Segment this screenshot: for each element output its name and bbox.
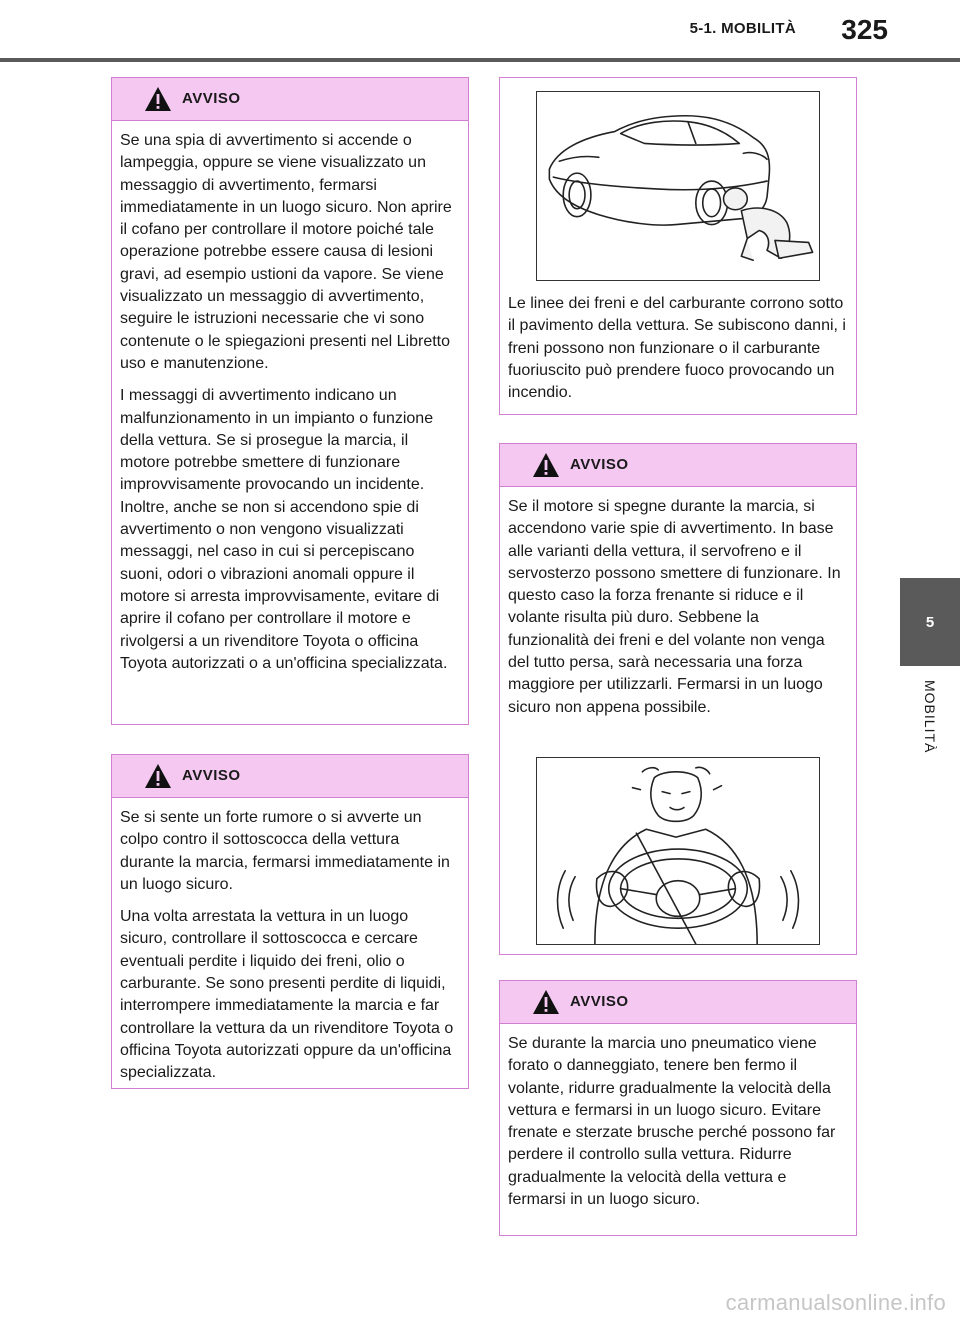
warning-triangle-icon — [532, 452, 560, 478]
warning-paragraph: Se il motore si spegne durante la marcia, si accendono varie spie di avvertimento. In base alle varianti della vettura, il servofreno e il servosterzo possono smettere di funzionare. In questo caso la forza frenante si riduce e il volante risulta più duro. Sebbene la funzionalità dei freni e del volante non venga del tutto persa, sarà necessaria una forza maggiore per utilizzarli. Fermarsi in un luogo sicuro non appena possibile. — [508, 498, 841, 716]
warning-title: AVVISO — [570, 993, 629, 1010]
chapter-number: 5 — [925, 613, 935, 631]
section-title: 5-1. MOBILITÀ — [689, 20, 796, 37]
warning-paragraph: Una volta arrestata la vettura in un luogo sicuro, controllare il sottoscocca e cercare eventuali perdite i liquido dei freni, olio o carburante. Se sono presenti perdite di liquidi, interrompere immediatamente la marcia e far controllare la vettura da un rivenditore Toyota o officina Toyota autorizzati oppure da un'officina specializzata. — [120, 908, 454, 1082]
warning-triangle-icon — [144, 86, 172, 112]
warning-paragraph: Se una spia di avvertimento si accende o lampeggia, oppure se viene visualizzato un messaggio di avvertimento, fermarsi immediatamente in un luogo sicuro. Non aprire il cofano per controllare il motore poiché tale operazione potrebbe essere causa di lesioni gravi, ad esempio ustioni da vapore. Se viene visualizzato un messaggio di avvertimento, seguire le istruzioni necessarie che vi sono contenute o le spiegazioni presenti nel Libretto uso e manutenzione. — [120, 132, 452, 372]
warning-box-4 — [499, 980, 857, 1236]
warning-body — [500, 1024, 856, 1211]
page-number: 325 — [841, 14, 888, 45]
warning-triangle-icon — [144, 763, 172, 789]
header-rule — [0, 58, 960, 62]
warning-title: AVVISO — [570, 456, 629, 473]
warning-box-1 — [111, 77, 469, 725]
illustration-caption: Le linee dei freni e del carburante corrono sotto il pavimento della vettura. Se subiscono danni, i freni possono non funzionare o il carburante fuoriuscito può prendere fuoco provocando un incendio. — [508, 295, 846, 402]
illustration-box-car — [499, 77, 857, 415]
warning-title: AVVISO — [182, 90, 241, 107]
warning-paragraph: Se durante la marcia uno pneumatico viene forato o danneggiato, tenere ben fermo il volante, ridurre gradualmente la velocità della vettura e fermarsi in un luogo sicuro. Evitare frenate e sterzate brusche perché possono far perdere il controllo sulla vettura. Ridurre gradualmente la velocità della vettura e fermarsi in un luogo sicuro. — [508, 1035, 836, 1209]
warning-paragraph: Se si sente un forte rumore o si avverte un colpo contro il sottoscocca della vettura durante la marcia, fermarsi immediatamente in un luogo sicuro. — [120, 809, 450, 893]
warning-triangle-icon — [532, 989, 560, 1015]
warning-header — [112, 755, 468, 798]
chapter-label — [910, 680, 950, 790]
warning-header — [112, 78, 468, 121]
warning-body — [112, 121, 468, 675]
warning-header — [500, 981, 856, 1024]
warning-box-3 — [499, 443, 857, 955]
chapter-tab[interactable] — [900, 578, 960, 666]
warning-body — [112, 798, 468, 1085]
car-inspection-illustration — [536, 91, 820, 281]
warning-box-2 — [111, 754, 469, 1089]
watermark: carmanualsonline.info — [725, 1290, 946, 1315]
warning-title: AVVISO — [182, 767, 241, 784]
car-under-check-drawing — [537, 92, 819, 280]
driver-steering-drawing — [537, 758, 819, 944]
steering-wheel-illustration — [536, 757, 820, 945]
chapter-label-text: MOBILITÀ — [922, 680, 938, 754]
warning-header — [500, 444, 856, 487]
warning-paragraph: I messaggi di avvertimento indicano un malfunzionamento in un impianto o funzione della vettura. Se si prosegue la marcia, il motore potrebbe smettere di funzionare improvvisamente provocando un incidente. Inoltre, anche se non si accendono spie di avvertimento o non vengono visualizzati messaggi, nel caso in cui si percepiscano suoni, odori o vibrazioni anomali oppure il motore si arresta improvvisamente, evitare di aprire il cofano per controllare il motore e rivolgersi a un rivenditore Toyota o officina Toyota autorizzati o a un'officina specializzata. — [120, 387, 448, 672]
warning-body — [500, 487, 856, 719]
